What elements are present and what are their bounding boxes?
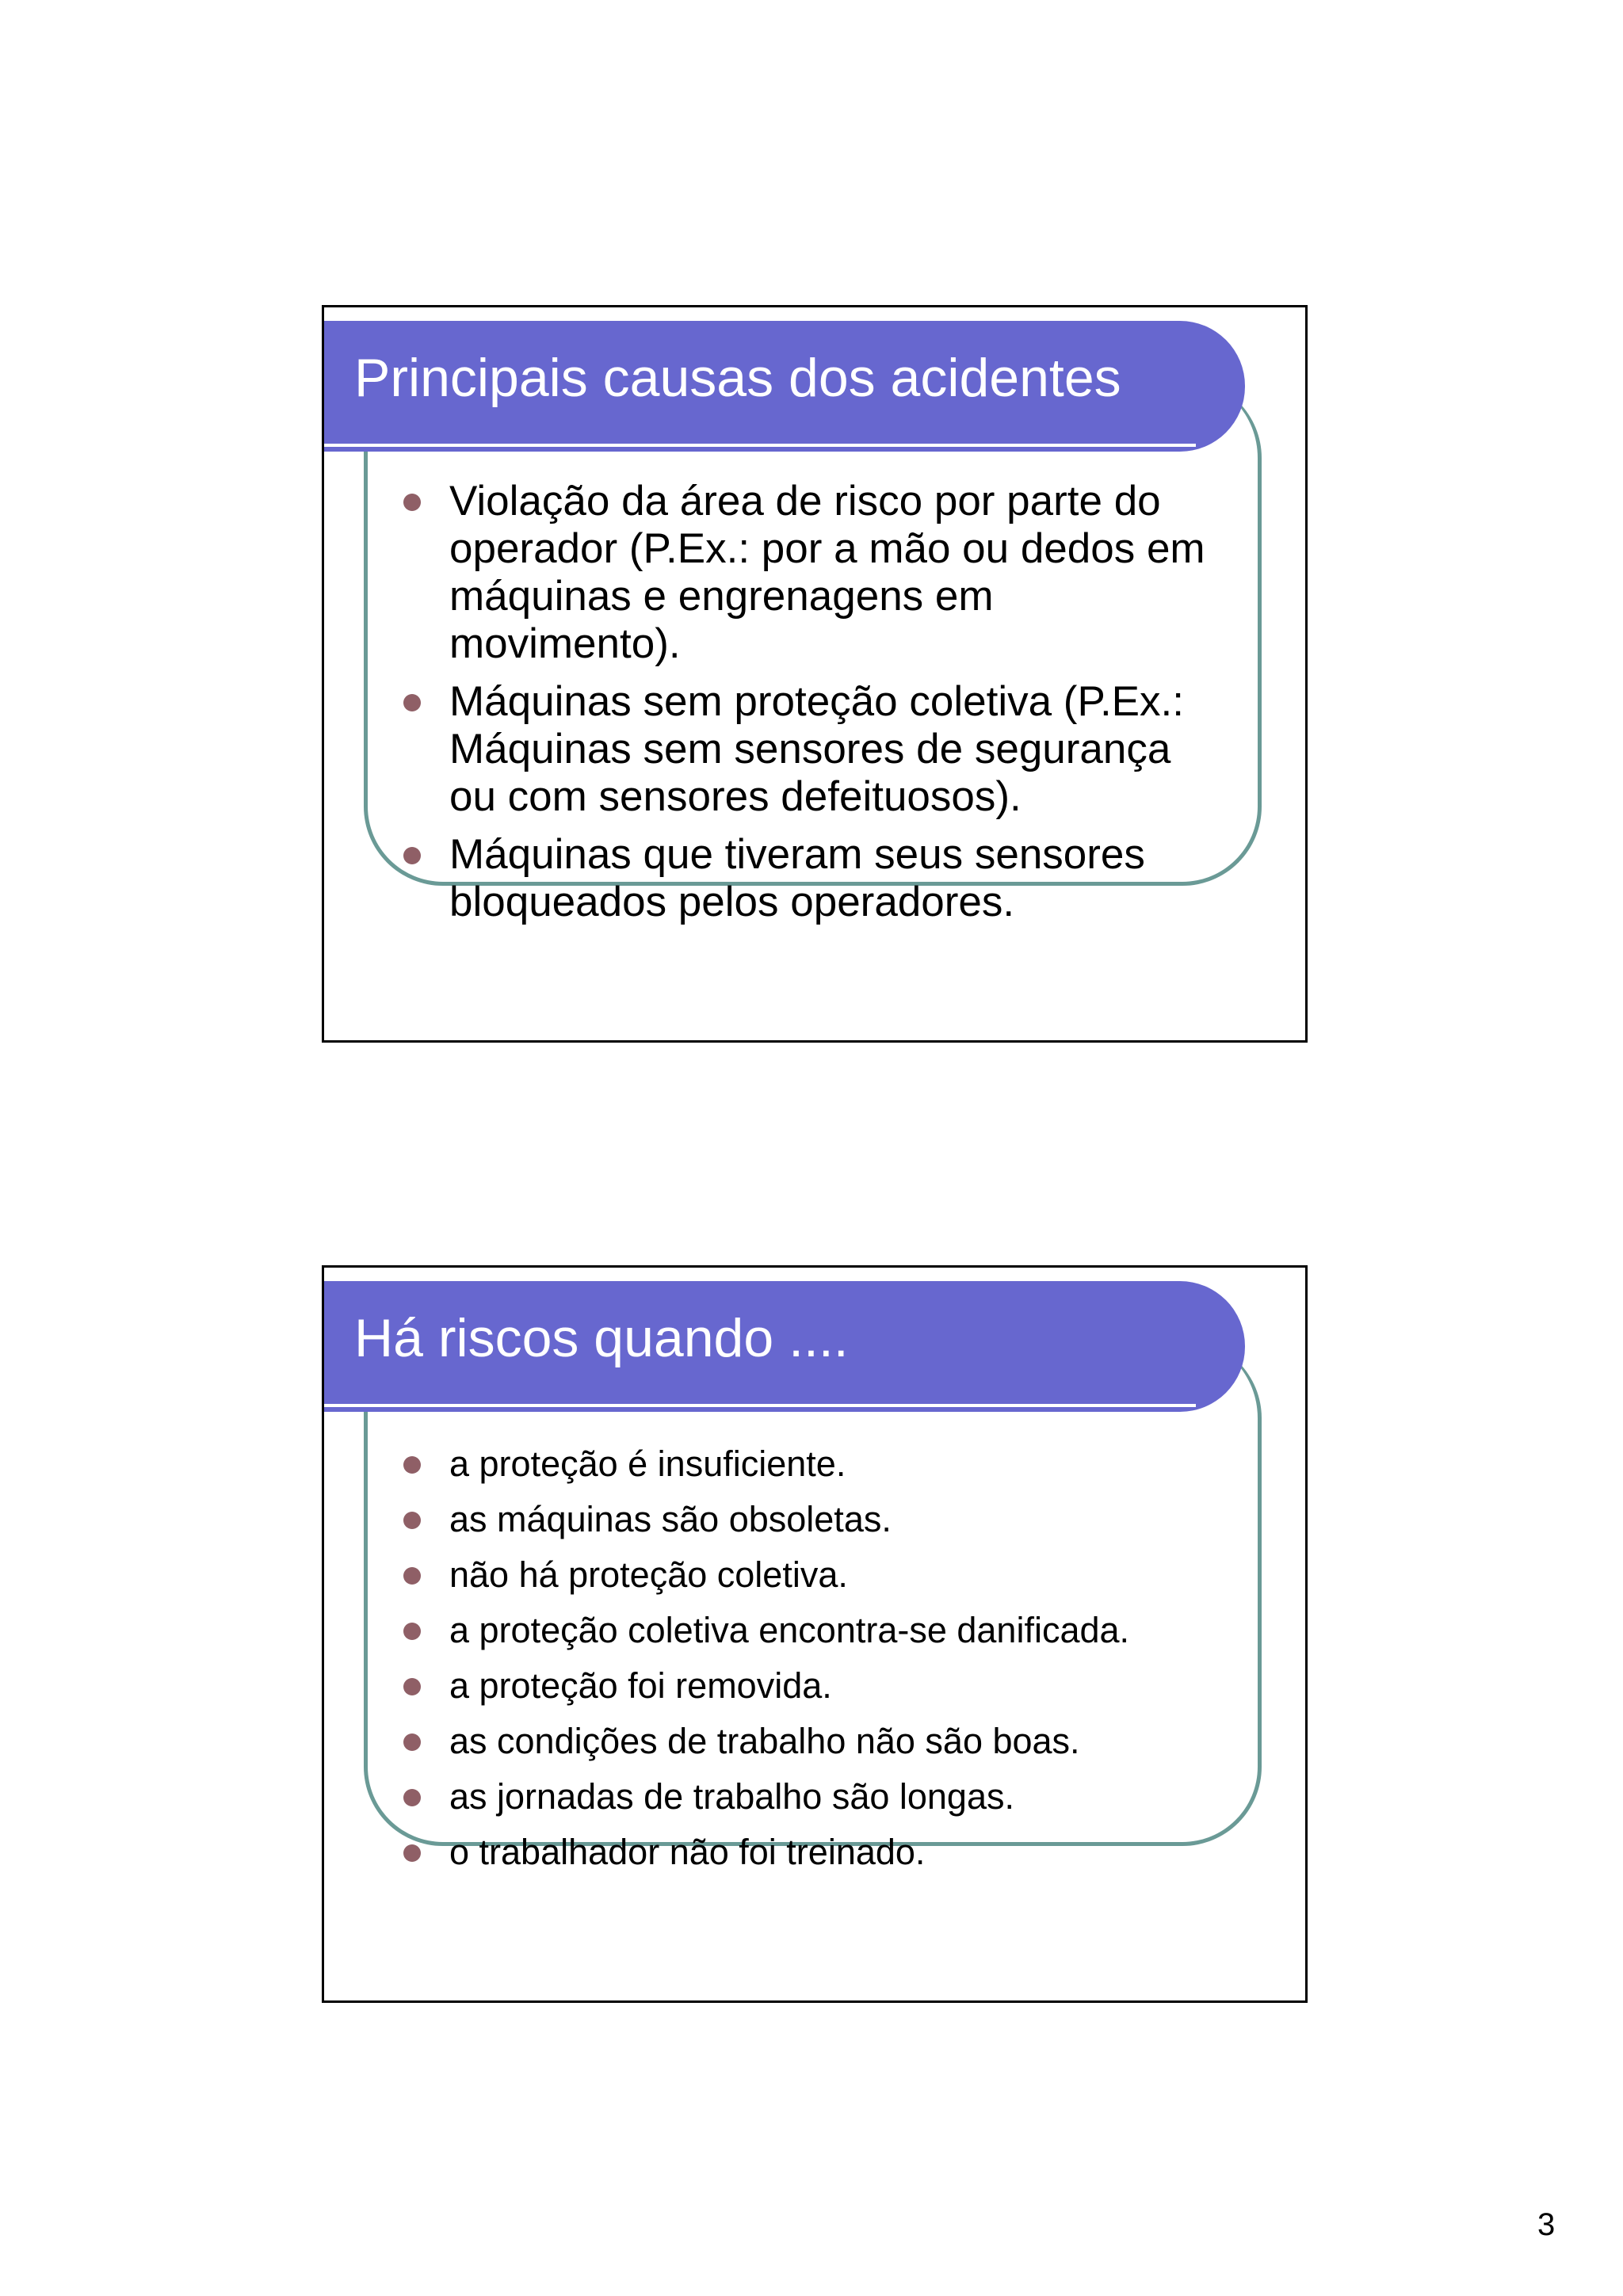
bullet-item: [403, 1719, 1212, 1764]
bullet-icon: [403, 694, 421, 711]
bullet-text: Máquinas sem proteção coletiva (P.Ex.: Máquinas sem sensores de segurança ou com sensores defeituosos).: [449, 678, 1184, 820]
title-underline: [324, 1404, 1196, 1407]
bullet-icon: [403, 847, 421, 864]
bullet-icon: [403, 1733, 421, 1751]
title-bar: [324, 321, 1245, 452]
bullet-text: Máquinas que tiveram seus sensores bloqueados pelos operadores.: [449, 831, 1145, 925]
bullet-text: não há proteção coletiva.: [449, 1554, 848, 1595]
bullet-text: a proteção é insuficiente.: [449, 1444, 846, 1484]
bullet-item: [403, 1608, 1212, 1653]
bullet-item: [403, 678, 1212, 821]
slide-principais-causas: [322, 305, 1308, 1043]
bullet-icon: [403, 1844, 421, 1862]
bullet-icon: [403, 1512, 421, 1529]
bullet-text: Violação da área de risco por parte do operador (P.Ex.: por a mão ou dedos em máquinas e engrenagens em movimento).: [449, 478, 1205, 667]
title-bar: [324, 1281, 1245, 1412]
title-underline: [324, 444, 1196, 447]
bullet-item: [403, 1553, 1212, 1597]
page-number: 3: [1537, 2207, 1556, 2242]
bullet-icon: [403, 1567, 421, 1585]
bullet-icon: [403, 494, 421, 511]
bullet-text: as condições de trabalho não são boas.: [449, 1721, 1080, 1761]
bullet-item: [403, 831, 1212, 926]
bullet-item: [403, 1497, 1212, 1542]
bullet-icon: [403, 1623, 421, 1640]
bullet-icon: [403, 1456, 421, 1474]
bullet-text: a proteção foi removida.: [449, 1665, 832, 1706]
bullet-item: [403, 478, 1212, 668]
slide-title: Há riscos quando ....: [354, 1308, 849, 1368]
bullet-item: [403, 1830, 1212, 1875]
bullet-icon: [403, 1678, 421, 1695]
bullet-text: as jornadas de trabalho são longas.: [449, 1776, 1014, 1817]
bullet-icon: [403, 1789, 421, 1806]
bullet-text: as máquinas são obsoletas.: [449, 1499, 892, 1539]
bullet-text: a proteção coletiva encontra-se danificada.: [449, 1610, 1130, 1650]
bullet-text: o trabalhador não foi treinado.: [449, 1832, 926, 1872]
bullet-item: [403, 1664, 1212, 1708]
bullet-item: [403, 1442, 1212, 1486]
bullet-list: [403, 1442, 1212, 1886]
bullet-list: [403, 478, 1212, 936]
bullet-item: [403, 1775, 1212, 1819]
slide-title: Principais causas dos acidentes: [354, 348, 1121, 408]
slide-ha-riscos: [322, 1265, 1308, 2003]
